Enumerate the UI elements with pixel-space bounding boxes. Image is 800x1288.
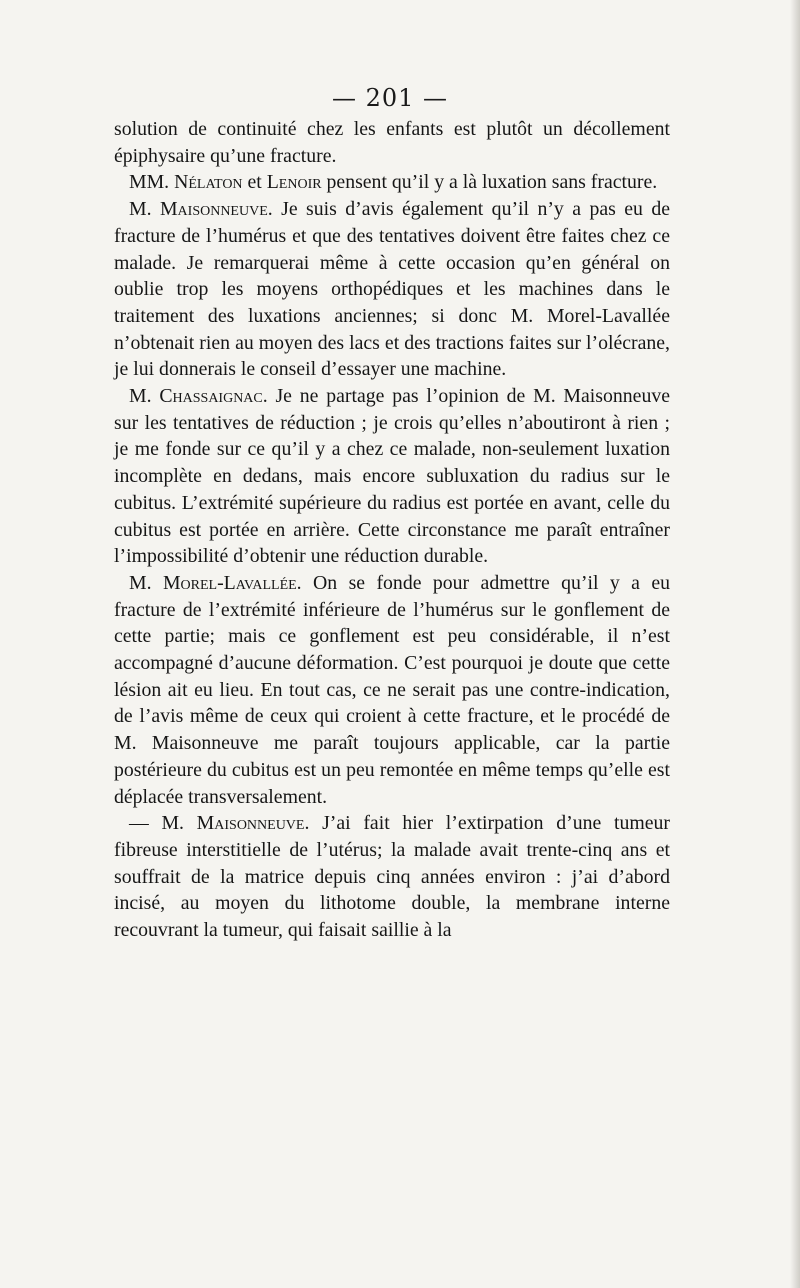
paragraph-text: solution de continuité chez les enfants est plutôt un décollement épiphysaire qu’une fracture.: [114, 118, 670, 167]
paragraph-text: Je suis d’avis également qu’il n’y a pas eu de fracture de l’humérus et que des tentatives doivent être faites chez ce malade. Je remarquerai même à cette occasion qu’en général on oublie trop les moyens orthopédiques et les machines dans le traitement des luxations anciennes; si donc M. Morel-Lavallée n’obtenait rien au moyen des lacs et des tractions faites sur l’olécrane, je lui donnerais le conseil d’essayer une machine.: [114, 198, 670, 381]
paragraph-text: On se fonde pour admettre qu’il y a eu fracture de l’extrémité inférieure de l’humérus sur le gonflement de cette partie; mais ce gonflement est peu considérable, il n’est accompagné d’aucune déformation. C’est pourquoi je doute que cette lésion ait eu lieu. En tout cas, ce ne serait pas une contre-indication, de l’avis même de ceux qui croient à cette fracture, et le procédé de M. Maisonneuve me paraît toujours applicable, car la partie postérieure du cubitus est un peu remontée en même temps qu’elle est déplacée transversalement.: [114, 571, 671, 808]
paragraph-nelaton-lenoir: [114, 169, 670, 196]
paragraph-morel-lavallee: [114, 570, 670, 810]
speaker-name: Maisonneuve.: [159, 198, 273, 221]
paragraph-maisonneuve-2: [114, 810, 670, 944]
paragraph-continuation: [114, 116, 670, 169]
speaker-prefix: M.: [129, 385, 160, 408]
speaker-name: Chassaignac.: [159, 385, 268, 408]
speaker-joiner: et: [242, 171, 267, 194]
page-edge-shadow: [790, 0, 800, 1288]
page-body-text: [114, 116, 670, 944]
speaker-prefix: M.: [129, 571, 163, 594]
paragraph-text: pensent qu’il y a là luxation sans fracture.: [321, 171, 658, 194]
paragraph-text: Je ne partage pas l’opinion de M. Maisonneuve sur les tentatives de réduction ; je crois qu’elles n’aboutiront à rien ; je me fonde sur ce qu’il y a chez ce malade, non-seulement luxation incomplète en dedans, mais encore subluxation du radius sur le cubitus. L’extrémité supérieure du radius est portée en avant, celle du cubitus est portée en arrière. Cette circonstance me paraît entraîner l’impossibilité d’obtenir une réduction durable.: [114, 385, 671, 568]
speaker-name: Maisonneuve.: [196, 812, 310, 835]
paragraph-maisonneuve: [114, 196, 670, 383]
paragraph-text: J’ai fait hier l’extirpation d’une tumeur fibreuse interstitielle de l’utérus; la malade avait trente-cinq ans et souffrait de la matrice depuis cinq années environ : j’ai d’abord incisé, au moyen du lithotome double, la membrane interne recouvrant la tumeur, qui faisait saillie à la: [114, 812, 670, 942]
speaker-prefix: M.: [129, 198, 160, 221]
speaker-prefix: MM.: [129, 171, 175, 194]
paragraph-chassaignac: [114, 383, 670, 570]
speaker-name-2: Lenoir: [266, 171, 322, 194]
speaker-name: Nélaton: [174, 171, 243, 194]
speaker-name: Morel-Lavallée.: [162, 571, 302, 594]
speaker-prefix: — M.: [129, 812, 197, 835]
page-number: — 201 —: [331, 84, 449, 112]
